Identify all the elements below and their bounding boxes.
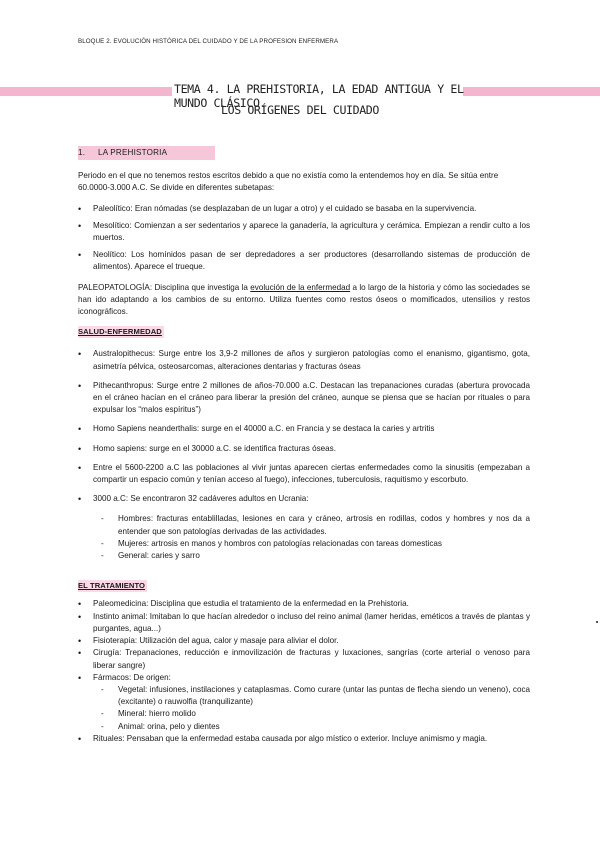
period-term: Mesolítico: [93, 220, 130, 230]
title-accent-bar-left: [0, 87, 172, 96]
ucrania-list: [78, 513, 530, 562]
document-body: [78, 146, 530, 745]
list-item: - Mujeres: artrosis en manos y hombros con patologías relacionadas con tareas domesticas: [101, 538, 530, 550]
list-item: - General: caries y sarro: [101, 550, 530, 562]
margin-mark: [596, 621, 598, 623]
list-item: - Vegetal: infusiones, instilaciones y cataplasmas. Como curare (untar las puntas de flecha siendo un veneno), coca (excitante) o rauwolfia (tranquilizante): [101, 684, 530, 708]
subsection-heading-tratamiento: EL TRATAMIENTO: [78, 580, 147, 592]
list-item: • Fisioterapia: Utilización del agua, calor y masaje para aliviar el dolor.: [78, 635, 530, 647]
rituales-list: [78, 733, 530, 745]
list-item: • Pithecanthropus: Surge entre 2 millones de años-70.000 a.C. Destacan las trepanaciones curadas (abertura provocada en el cráneo hacían en el cráneo para liberar la presión del cráneo, aunque se piensa que se hacían por rituales o para expulsar los “malos espíritus”): [78, 380, 530, 417]
list-item: • Rituales: Pensaban que la enfermedad estaba causada por algo místico o exterior. Incluye animismo y magia.: [78, 733, 530, 745]
list-item: • Homo sapiens: surge en el 30000 a.C. se identifica fracturas óseas.: [78, 443, 530, 455]
underlined-text: evolución de la enfermedad: [250, 282, 351, 292]
paleopatologia-paragraph: PALEOPATOLOGÍA: Disciplina que investiga la evolución de la enfermedad a lo largo de la historia y cómo las sociedades se han ido adaptando a los cambios de su entorno. Utiliza fuentes como restos óseos o momificados, utensilios y restos iconográficos.: [78, 282, 530, 317]
farmacos-list: [78, 684, 530, 733]
salud-list: [78, 348, 530, 505]
list-item: • Mesolítico: Comienzan a ser sedentarios y aparece la ganadería, la agricultura y cerámica. Empiezan a rendir culto a los muertos.: [78, 220, 530, 244]
periods-list: [78, 203, 530, 274]
list-item: - Mineral: hierro molido: [101, 708, 530, 720]
page-title: TEMA 4. LA PREHISTORIA, LA EDAD ANTIGUA Y EL MUNDO CLÁSICO.: [174, 82, 464, 110]
section-number: 1.: [78, 148, 86, 157]
section-heading: [78, 146, 215, 160]
intro-paragraph: Periodo en el que no tenemos restos escritos debido a que no existía como la entendemos hoy en día. Se sitúa entre 60.0000-3.000 A.C. Se divide en diferentes subetapas:: [78, 171, 499, 193]
period-term: Neolítico: [93, 250, 125, 260]
list-item: • Instinto animal: Imitaban lo que hacían alrededor o incluso del reino animal (lamer heridas, eméticos a través de plantas y purgantes, agua...): [78, 611, 530, 635]
list-item: - Animal: orina, pelo y dientes: [101, 721, 530, 733]
list-item: • 3000 a.C: Se encontraron 32 cadáveres adultos en Ucrania:: [78, 493, 530, 505]
list-item: • Entre el 5600-2200 a.C las poblaciones al vivir juntas aparecen ciertas enfermedades como la sinusitis (empezaban a compartir un espacio común y tenían acceso al fuego), infecciones, tuberculosis, raquitismo y escorbuto.: [78, 462, 530, 486]
tratamiento-list: [78, 598, 530, 683]
list-item: • Paleolítico: Eran nómadas (se desplazaban de un lugar a otro) y el cuidado se basaba en la supervivencia.: [78, 203, 530, 215]
list-item: • Fármacos: De origen:: [78, 672, 530, 684]
list-item: • Paleomedicina: Disciplina que estudia el tratamiento de la enfermedad en la Prehistoria.: [78, 598, 530, 610]
list-item: - Hombres: fracturas entablilladas, lesiones en cara y cráneo, artrosis en rodillas, codos y hombres y nos da a entender que son patologías derivadas de las actividades.: [101, 513, 530, 537]
page-subtitle: LOS ORÍGENES DEL CUIDADO: [221, 103, 379, 117]
period-term: Paleolítico: [93, 203, 131, 213]
section-title: LA PREHISTORIA: [98, 148, 168, 157]
subsection-heading-salud: SALUD-ENFERMEDAD: [78, 326, 164, 338]
list-item: • Neolítico: Los homínidos pasan de ser depredadores a ser productores (desarrollando sistemas de producción de alimentos). Aparece el trueque.: [78, 249, 530, 273]
paleo-term: PALEOPATOLOGÍA: [78, 282, 150, 292]
title-accent-bar-right: [463, 87, 600, 96]
list-item: • Cirugía: Trepanaciones, reducción e inmovilización de fracturas y luxaciones, sangrías (corte arterial o venoso para liberar sangre): [78, 647, 530, 671]
list-item: • Australopithecus: Surge entre los 3,9-2 millones de años y surgieron patologías como el enanismo, gigantismo, gota, asimetría pélvica, osteosarcomas, alteraciones dentarias y fracturas óseas: [78, 348, 530, 372]
list-item: • Homo Sapiens neanderthalis: surge en el 40000 a.C. en Francia y se destaca la caries y artritis: [78, 423, 530, 435]
running-header: BLOQUE 2. EVOLUCIÓN HISTÓRICA DEL CUIDADO Y DE LA PROFESION ENFERMERA: [78, 38, 339, 45]
